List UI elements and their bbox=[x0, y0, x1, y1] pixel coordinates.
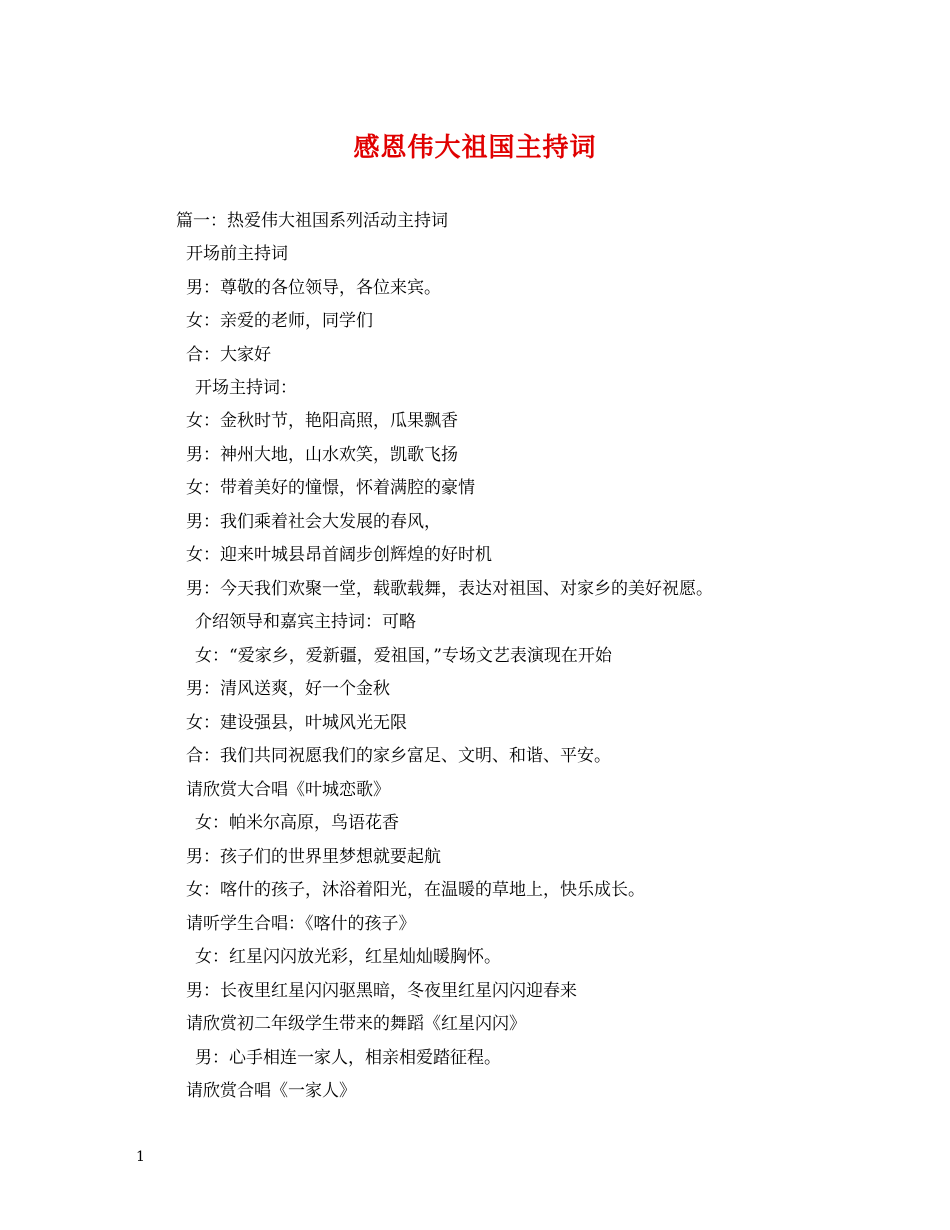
text-line: 女：“爱家乡，爱新疆，爱祖国，”专场文艺表演现在开始 bbox=[195, 646, 612, 666]
text-line: 女：迎来叶城县昂首阔步创辉煌的好时机 bbox=[186, 545, 492, 565]
text-line: 男：尊敬的各位领导，各位来宾。 bbox=[186, 278, 441, 298]
text-line: 女：帕米尔高原，鸟语花香 bbox=[195, 813, 399, 833]
text-line: 男：心手相连一家人，相亲相爱踏征程。 bbox=[195, 1048, 501, 1068]
text-line: 男：神州大地，山水欢笑，凯歌飞扬 bbox=[186, 445, 458, 465]
text-line: 请欣赏合唱《一家人》 bbox=[186, 1081, 356, 1101]
text-line: 男：长夜里红星闪闪驱黑暗，冬夜里红星闪闪迎春来 bbox=[186, 981, 577, 1001]
text-line: 请听学生合唱：《喀什的孩子》 bbox=[186, 914, 416, 934]
page-number: 1 bbox=[136, 1149, 145, 1165]
text-line: 篇一：热爱伟大祖国系列活动主持词 bbox=[176, 211, 448, 231]
text-line: 请欣赏初二年级学生带来的舞蹈《红星闪闪》 bbox=[186, 1014, 526, 1034]
text-line: 介绍领导和嘉宾主持词：可略 bbox=[195, 612, 416, 632]
text-line: 开场主持词： bbox=[195, 378, 297, 398]
text-line: 男：清风送爽，好一个金秋 bbox=[186, 679, 390, 699]
text-line: 女：建设强县，叶城风光无限 bbox=[186, 713, 407, 733]
text-line: 合：我们共同祝愿我们的家乡富足、文明、和谐、平安。 bbox=[186, 746, 611, 766]
text-line: 女：喀什的孩子，沐浴着阳光，在温暖的草地上，快乐成长。 bbox=[186, 880, 645, 900]
text-line: 男：孩子们的世界里梦想就要起航 bbox=[186, 847, 441, 867]
text-line: 女：亲爱的老师，同学们 bbox=[186, 311, 373, 331]
text-line: 合：大家好 bbox=[186, 345, 271, 365]
text-line: 请欣赏大合唱《叶城恋歌》 bbox=[186, 780, 390, 800]
text-line: 女：带着美好的憧憬，怀着满腔的豪情 bbox=[186, 478, 475, 498]
text-line: 男：今天我们欢聚一堂，载歌载舞，表达对祖国、对家乡的美好祝愿。 bbox=[186, 579, 713, 599]
text-line: 女：红星闪闪放光彩，红星灿灿暖胸怀。 bbox=[195, 947, 501, 967]
text-line: 男：我们乘着社会大发展的春风， bbox=[186, 512, 441, 532]
document-title: 感恩伟大祖国主持词 bbox=[353, 133, 597, 163]
text-line: 女：金秋时节，艳阳高照，瓜果飘香 bbox=[186, 411, 458, 431]
text-line: 开场前主持词 bbox=[186, 244, 288, 264]
